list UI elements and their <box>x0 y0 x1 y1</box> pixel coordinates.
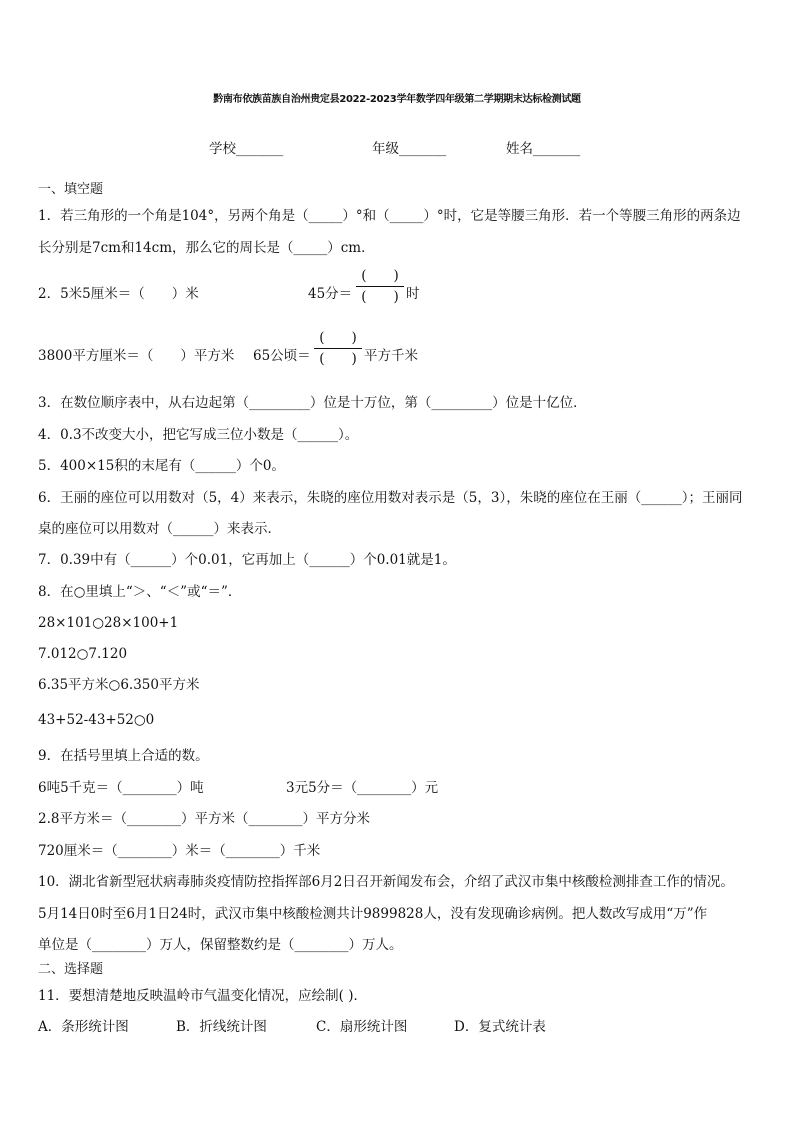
grade-field: 年级_______ <box>372 141 447 157</box>
question-9-part-b: 3元5分＝（________）元 <box>286 780 439 796</box>
section-fill-blank: 一、填空题 <box>38 182 104 197</box>
section-multiple-choice: 二、选择题 <box>38 962 104 977</box>
question-9-part-c: 2.8平方米＝（________）平方米（________）平方分米 <box>38 811 370 827</box>
question-11-option-d: D．复式统计表 <box>454 1019 546 1035</box>
question-3: 3．在数位顺序表中，从右边起第（_________）位是十万位，第（_________）位是十亿位． <box>38 395 587 411</box>
question-9-intro: 9．在括号里填上合适的数。 <box>38 748 209 764</box>
question-2-b-fraction <box>356 268 404 305</box>
question-11-option-c: C．扇形统计图 <box>316 1019 408 1035</box>
question-8-item-3: 6.35平方米○6.350平方米 <box>38 677 200 693</box>
question-2-d-suffix: 平方千米 <box>364 348 418 364</box>
fraction-denominator: ( ) <box>319 351 357 367</box>
question-8-intro: 8．在○里填上“＞、“＜”或“＝”． <box>38 584 242 600</box>
question-11-option-a: A．条形统计图 <box>38 1019 129 1035</box>
question-2-d-fraction <box>314 330 362 367</box>
question-11-option-b: B．折线统计图 <box>176 1019 267 1035</box>
question-6-line-1: 6．王丽的座位可以用数对（5，4）来表示，朱晓的座位用数对表示是（5，3），朱晓的座位在王丽（______）；王丽同 <box>38 490 743 506</box>
question-10-line-3: 单位是（________）万人，保留整数约是（________）万人。 <box>38 937 403 953</box>
question-1-line-2: 长分别是7cm和14cm，那么它的周长是（_____）cm． <box>38 240 375 256</box>
question-10-line-2: 5月14日0时至6月1日24时，武汉市集中核酸检测共计9899828人，没有发现确诊病例。把人数改写成用“万”作 <box>38 906 708 922</box>
question-4: 4．0.3不改变大小，把它写成三位小数是（______）。 <box>38 427 359 443</box>
question-5: 5．400×15积的末尾有（______）个0。 <box>38 458 285 474</box>
question-8-item-2: 7.012○7.120 <box>38 646 128 662</box>
question-7: 7．0.39中有（______）个0.01，它再加上（______）个0.01就是1。 <box>38 552 456 568</box>
question-2-b-prefix: 45分＝ <box>308 286 353 302</box>
name-field: 姓名_______ <box>506 141 581 157</box>
fraction-denominator: ( ) <box>361 289 399 305</box>
school-field: 学校_______ <box>209 141 284 157</box>
fraction-numerator: ( ) <box>319 330 357 346</box>
question-9-part-d: 720厘米＝（________）米＝（________）千米 <box>38 843 321 859</box>
question-8-item-4: 43+52-43+52○0 <box>38 712 155 728</box>
question-2-part-c: 3800平方厘米＝（ ）平方米 <box>38 348 235 364</box>
question-6-line-2: 桌的座位可以用数对（______）来表示． <box>38 521 281 537</box>
fraction-numerator: ( ) <box>361 268 399 284</box>
exam-title: 黔南布依族苗族自治州贵定县2022-2023学年数学四年级第二学期期末达标检测试题 <box>213 94 581 105</box>
fraction-bar <box>356 286 404 287</box>
question-2-part-a: 2．5米5厘米＝（ ）米 <box>38 286 199 302</box>
question-2-b-suffix: 时 <box>406 286 420 302</box>
question-9-part-a: 6吨5千克＝（________）吨 <box>38 780 204 796</box>
question-10-line-1: 10．湖北省新型冠状病毒肺炎疫情防控指挥部6月2日召开新闻发布会，介绍了武汉市集中核酸检测排查工作的情况。 <box>38 874 734 890</box>
question-1-line-1: 1．若三角形的一个角是104°，另两个角是（_____）°和（_____）°时，它是等腰三角形．若一个等腰三角形的两条边 <box>38 208 741 224</box>
question-8-item-1: 28×101○28×100+1 <box>38 615 179 631</box>
question-2-d-prefix: 65公顷＝ <box>253 348 311 364</box>
question-11-stem: 11．要想清楚地反映温岭市气温变化情况，应绘制( )． <box>38 988 368 1004</box>
fraction-bar <box>314 348 362 349</box>
